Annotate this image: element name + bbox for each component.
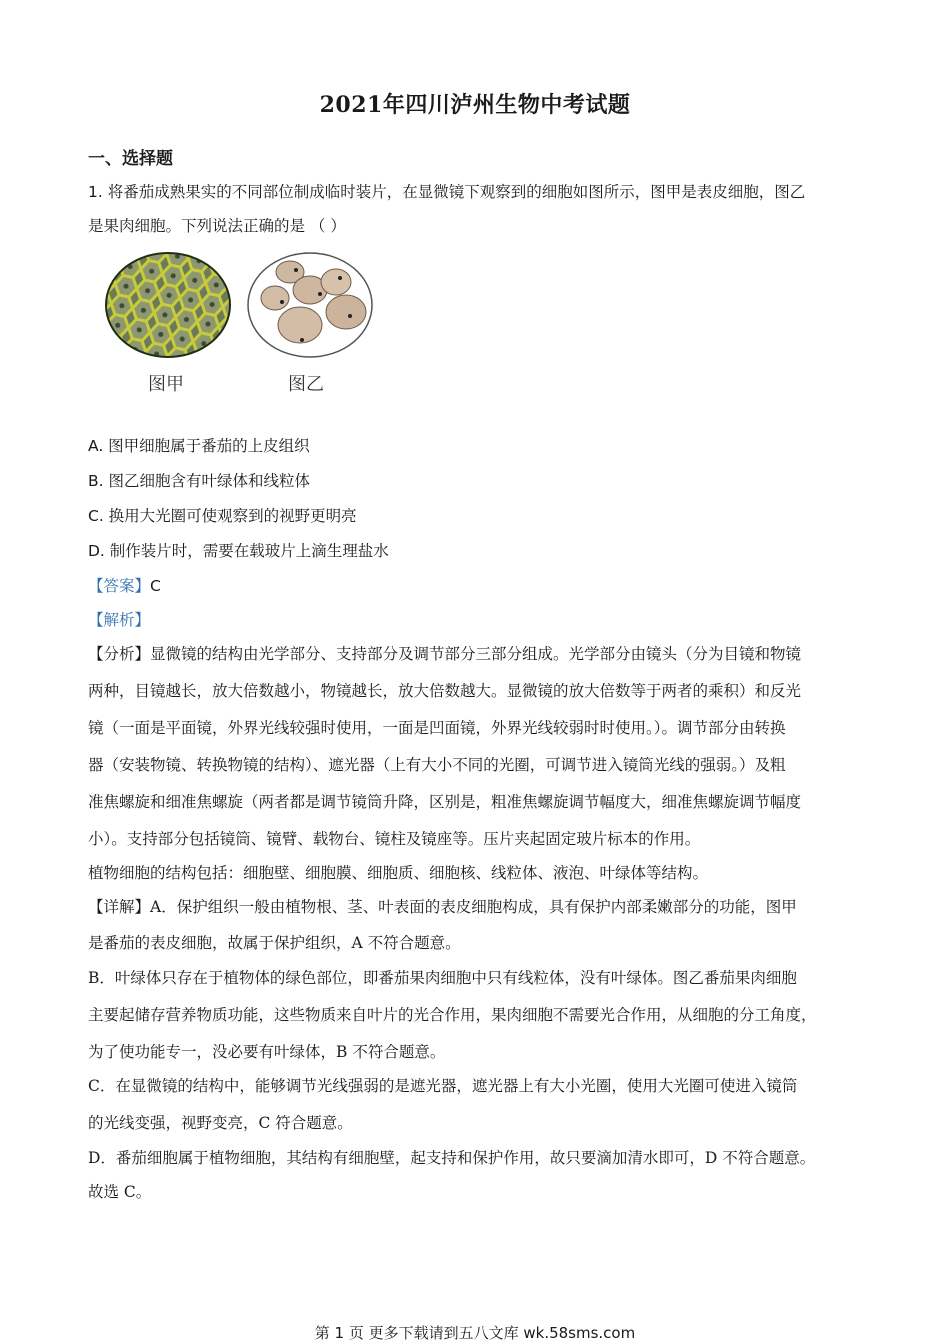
analysis-line-2: 两种，目镜越长，放大倍数越小，物镜越长，放大倍数越大。显微镜的放大倍数等于两者的乘积）和反光 bbox=[88, 682, 802, 700]
analysis-line-1: 【分析】显微镜的结构由光学部分、支持部分及调节部分三部分组成。光学部分由镜头（分为目镜和物镜 bbox=[88, 645, 802, 663]
detail-line-6: C．在显微镜的结构中，能够调节光线强弱的是遮光器，遮光器上有大小光圈，使用大光圈可使进入镜筒 bbox=[88, 1077, 798, 1095]
cell-figure-drawing bbox=[100, 250, 390, 365]
option-a: A. 图甲细胞属于番茄的上皮组织 bbox=[88, 437, 310, 455]
question-text-line-2: 是果肉细胞。下列说法正确的是 （ ） bbox=[88, 217, 346, 235]
epidermal-cells-image bbox=[100, 250, 240, 365]
analysis-line-4: 器（安装物镜、转换物镜的结构）、遮光器（上有大小不同的光圈，可调节进入镜筒光线的强弱。）及粗 bbox=[88, 756, 786, 774]
detail-line-7: 的光线变强，视野变亮，C 符合题意。 bbox=[88, 1114, 353, 1132]
analysis-tag: 【解析】 bbox=[88, 611, 151, 629]
page-footer: 第 1 页 更多下载请到五八文库 wk.58sms.com bbox=[314, 1324, 636, 1342]
detail-line-2: 是番茄的表皮细胞，故属于保护组织，A 不符合题意。 bbox=[88, 934, 461, 952]
analysis-line-5: 准焦螺旋和细准焦螺旋（两者都是调节镜筒升降，区别是，粗准焦螺旋调节幅度大，细准焦螺旋调节幅度 bbox=[88, 793, 802, 811]
detail-line-1: 【详解】A．保护组织一般由植物根、茎、叶表面的表皮细胞构成，具有保护内部柔嫩部分的功能，图甲 bbox=[88, 898, 797, 916]
option-b: B. 图乙细胞含有叶绿体和线粒体 bbox=[88, 472, 310, 490]
answer-value: C bbox=[150, 577, 161, 595]
question-text-line-1: 1. 将番茄成熟果实的不同部位制成临时装片，在显微镜下观察到的细胞如图所示，图甲是表皮细胞，图乙 bbox=[88, 183, 806, 201]
analysis-line-3: 镜（一面是平面镜，外界光线较强时使用，一面是凹面镜，外界光线较弱时时使用。）。调节部分由转换 bbox=[88, 719, 786, 737]
detail-line-4: 主要起储存营养物质功能，这些物质来自叶片的光合作用，果肉细胞不需要光合作用，从细胞的分工角度， bbox=[88, 1006, 817, 1024]
section-heading: 一、选择题 bbox=[88, 149, 173, 169]
option-d: D. 制作装片时，需要在载玻片上滴生理盐水 bbox=[88, 542, 389, 560]
pulp-cells-image bbox=[248, 253, 372, 357]
detail-line-5: 为了使功能专一，没必要有叶绿体，B 不符合题意。 bbox=[88, 1043, 446, 1061]
option-c: C. 换用大光圈可使观察到的视野更明亮 bbox=[88, 507, 357, 525]
page-title: 2021年四川泸州生物中考试题 bbox=[319, 92, 631, 118]
analysis-line-7: 植物细胞的结构包括：细胞壁、细胞膜、细胞质、细胞核、线粒体、液泡、叶绿体等结构。 bbox=[88, 864, 709, 882]
detail-line-3: B．叶绿体只存在于植物体的绿色部位，即番茄果肉细胞中只有线粒体，没有叶绿体。图乙番茄果肉细胞 bbox=[88, 969, 797, 987]
figure-label-a: 图甲 bbox=[148, 374, 184, 395]
answer-line bbox=[88, 574, 868, 596]
answer-tag: 【答案】 bbox=[88, 577, 151, 595]
cell-figure bbox=[100, 250, 390, 400]
detail-line-8: D．番茄细胞属于植物细胞，其结构有细胞壁，起支持和保护作用，故只要滴加清水即可，D 不符合题意。 bbox=[88, 1149, 816, 1167]
analysis-line-6: 小）。支持部分包括镜筒、镜臂、载物台、镜柱及镜座等。压片夹起固定玻片标本的作用。 bbox=[88, 830, 701, 848]
figure-label-b: 图乙 bbox=[288, 374, 324, 395]
detail-line-9: 故选 C。 bbox=[88, 1183, 152, 1201]
